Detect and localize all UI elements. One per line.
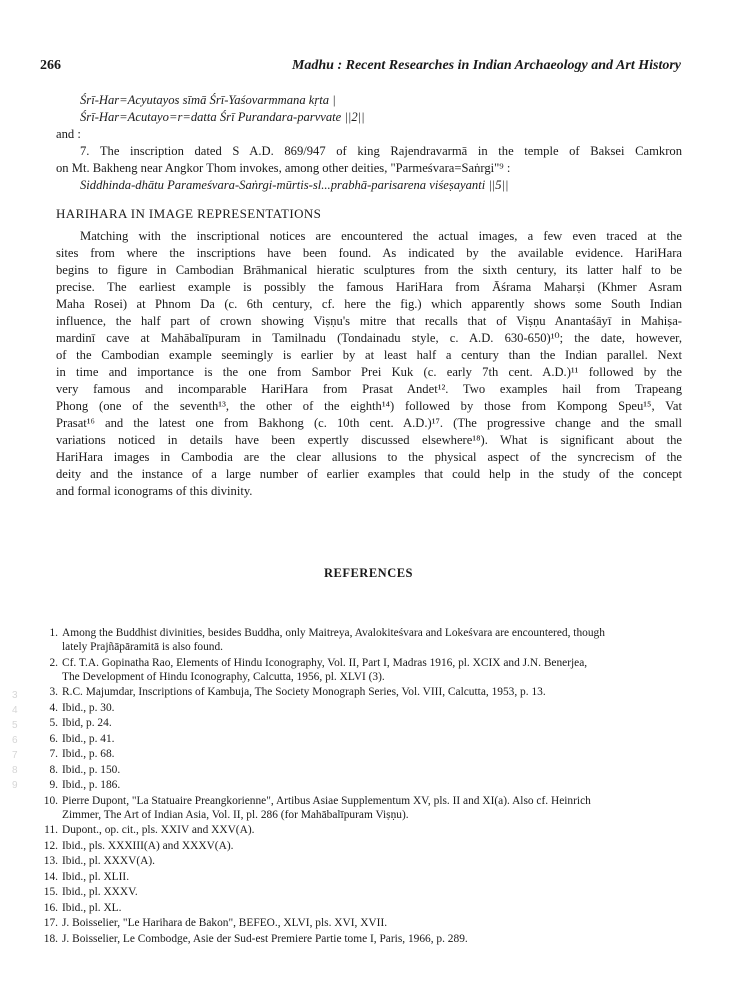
reference-item: [34, 916, 684, 930]
reference-number: 13.: [43, 855, 58, 867]
reference-number: 16.: [43, 901, 58, 914]
section-heading: HARIHARA IN IMAGE REPRESENTATIONS: [56, 206, 322, 221]
reference-text: Ibid., pl. XLII.: [62, 870, 130, 883]
paragraph-line: mardinī cave at Mahābalīpuram in Tamilnadu (Tondainadu style, c. A.D. 630-650)¹⁰; the date, however,: [56, 331, 682, 345]
page-header: [40, 58, 681, 78]
bleed-through-number: 8: [12, 765, 18, 776]
reference-text-continued: Zimmer, The Art of Indian Asia, Vol. II, pl. 286 (for Mahābalīpuram Viṣṇu).: [62, 808, 409, 821]
reference-item: [34, 870, 684, 884]
reference-item: [34, 626, 684, 654]
main-paragraph: [56, 228, 682, 500]
reference-text: Ibid., p. 150.: [62, 763, 121, 776]
reference-item: [34, 763, 684, 777]
reference-text: Ibid., pl. XL.: [62, 901, 122, 914]
reference-text: Ibid, p. 24.: [62, 717, 112, 729]
reference-number: 15.: [43, 886, 58, 898]
reference-text: Ibid., pl. XXXV(A).: [62, 855, 156, 867]
paragraph-line: HariHara images in Cambodia are the clear allusions to the physical aspect of the syncrecism of the: [56, 450, 682, 464]
reference-item: [34, 747, 684, 761]
references-heading: REFERENCES: [323, 566, 414, 580]
reference-text: Ibid., pl. XXXV.: [62, 886, 138, 898]
reference-item: [34, 839, 684, 853]
paragraph-line: deity and the instance of a large number of earlier examples that could help in the study of the concept: [56, 467, 682, 481]
reference-item: [34, 932, 684, 946]
reference-item: [34, 656, 684, 684]
reference-number: 1.: [49, 627, 58, 639]
bleed-through-number: 3: [12, 690, 18, 701]
reference-number: 18.: [43, 932, 58, 945]
paragraph-line: very famous and incomparable HariHara from Prasat Andet¹². Two examples hail from Trapeang: [56, 382, 682, 396]
reference-number: 14.: [43, 870, 58, 883]
body-line: 7. The inscription dated S A.D. 869/947 of king Rajendravarmā in the temple of Baksei Camkron: [80, 144, 682, 158]
paragraph-line: and formal iconograms of this divinity.: [56, 484, 253, 498]
reference-text: R.C. Majumdar, Inscriptions of Kambuja, The Society Monograph Series, Vol. VIII, Calcutta, 1953, p. 13.: [62, 686, 546, 698]
reference-item: [34, 854, 684, 868]
reference-number: 8.: [49, 763, 58, 776]
reference-number: 3.: [49, 686, 58, 698]
reference-number: 17.: [43, 917, 58, 929]
references-list: [34, 626, 684, 947]
reference-text: Ibid., pls. XXXIII(A) and XXXV(A).: [62, 839, 234, 852]
reference-text-continued: lately Prajñāpāramitā is also found.: [62, 641, 224, 653]
reference-item: [34, 732, 684, 746]
reference-number: 2.: [49, 656, 58, 669]
reference-number: 12.: [43, 839, 58, 852]
intro-block: [56, 92, 682, 194]
verse-line: Siddhinda-dhātu Parameśvara-Saṅrgi-mūrtis-sl...prabhā-parisarena viśeṣayanti ||5||: [80, 178, 509, 192]
reference-text: Pierre Dupont, "La Statuaire Preangkorienne", Artibus Asiae Supplementum XV, pls. II and XI(a). Also cf. Heinrich: [62, 794, 591, 807]
bleed-through-number: 4: [12, 705, 18, 716]
reference-item: [34, 716, 684, 730]
reference-number: 9.: [49, 779, 58, 791]
reference-number: 5.: [49, 717, 58, 729]
paragraph-line: of the Cambodian example seemingly is earlier by at least half a century than the Indian parallel. Next: [56, 348, 682, 362]
reference-text: Among the Buddhist divinities, besides Buddha, only Maitreya, Avalokiteśvara and Lokeśvara are encountered, though: [62, 627, 605, 639]
paragraph-line: begins to figure in Cambodian Brāhmanical hieratic sculptures from the sixth century, its latter half to be: [56, 263, 682, 277]
connector-text: and :: [56, 127, 81, 141]
bleed-through-number: 9: [12, 780, 18, 791]
reference-text-continued: The Development of Hindu Iconography, Calcutta, 1956, pl. XLVI (3).: [62, 670, 385, 683]
reference-item: [34, 901, 684, 915]
reference-number: 11.: [44, 824, 58, 836]
reference-text: J. Boisselier, Le Combodge, Asie der Sud-est Premiere Partie tome I, Paris, 1966, p. 289.: [62, 932, 468, 945]
paragraph-line: Phong (one of the seventh¹³, the other of the eighth¹⁴) followed by those from Kompong Speu¹⁵, Vat: [56, 399, 682, 413]
body-line: on Mt. Bakheng near Angkor Thom invokes, among other deities, "Parmeśvara=Saṅrgi"⁹ :: [56, 161, 511, 175]
paragraph-line: Matching with the inscriptional notices are encountered the actual images, a few even traced at the: [80, 229, 682, 243]
reference-text: Ibid., p. 30.: [62, 701, 115, 714]
reference-item: [34, 794, 684, 822]
reference-text: J. Boisselier, "Le Harihara de Bakon", BEFEO., XLVI, pls. XVI, XVII.: [62, 917, 388, 929]
reference-number: 7.: [49, 748, 58, 760]
reference-item: [34, 701, 684, 715]
reference-number: 4.: [49, 701, 58, 714]
reference-text: Ibid., p. 186.: [62, 779, 121, 791]
reference-item: [34, 885, 684, 899]
paragraph-line: influence, the half part of crown showing Viṣṇu's mitre that recalls that of Viṣṇu Anantaśāyī in Mahiṣa-: [56, 314, 682, 328]
verse-line: Śrī-Har=Acyutayos sīmā Śrī-Yaśovarmmana kṛta |: [80, 93, 336, 107]
reference-number: 10.: [43, 794, 58, 807]
bleed-through-number: 7: [12, 750, 18, 761]
paragraph-line: variations noticed in details have been expertly discussed elsewhere¹⁸). What is significant about the: [56, 433, 682, 447]
verse-line: Śrī-Har=Acutayo=r=datta Śrī Purandara-parvvate ||2||: [80, 110, 365, 124]
reference-number: 6.: [49, 732, 58, 745]
reference-text: Ibid., p. 68.: [62, 748, 115, 760]
paragraph-line: Prasat¹⁶ and the latest one from Bakhong (c. 10th cent. A.D.)¹⁷. (The progressive change and the small: [56, 416, 682, 430]
reference-text: Dupont., op. cit., pls. XXIV and XXV(A).: [62, 824, 255, 836]
paragraph-line: precise. The earliest example is possibly the famous HariHara from Āśrama Maharṣi (Khmer Asram: [56, 280, 682, 294]
reference-item: [34, 823, 684, 837]
page-number: 266: [40, 58, 61, 73]
reference-item: [34, 778, 684, 792]
reference-text: Ibid., p. 41.: [62, 732, 115, 745]
paragraph-line: Maha Rosei) at Phnom Da (c. 6th century, cf. here the fig.) which apparently shows some South Indian: [56, 297, 682, 311]
paragraph-line: sites from where the inscriptions have been found. As indicated by the available evidence. HariHara: [56, 246, 682, 260]
running-head: Madhu : Recent Researches in Indian Archaeology and Art History: [291, 58, 681, 73]
paragraph-line: in time and importance is the one from Sambor Prei Kuk (c. early 7th cent. A.D.)¹¹ followed by the: [56, 365, 682, 379]
reference-item: [34, 685, 684, 699]
reference-text: Cf. T.A. Gopinatha Rao, Elements of Hindu Iconography, Vol. II, Part I, Madras 1916, pl. XCIX and J.N. Benerjea,: [62, 656, 588, 669]
bleed-through-number: 5: [12, 720, 18, 731]
bleed-through-number: 6: [12, 735, 18, 746]
